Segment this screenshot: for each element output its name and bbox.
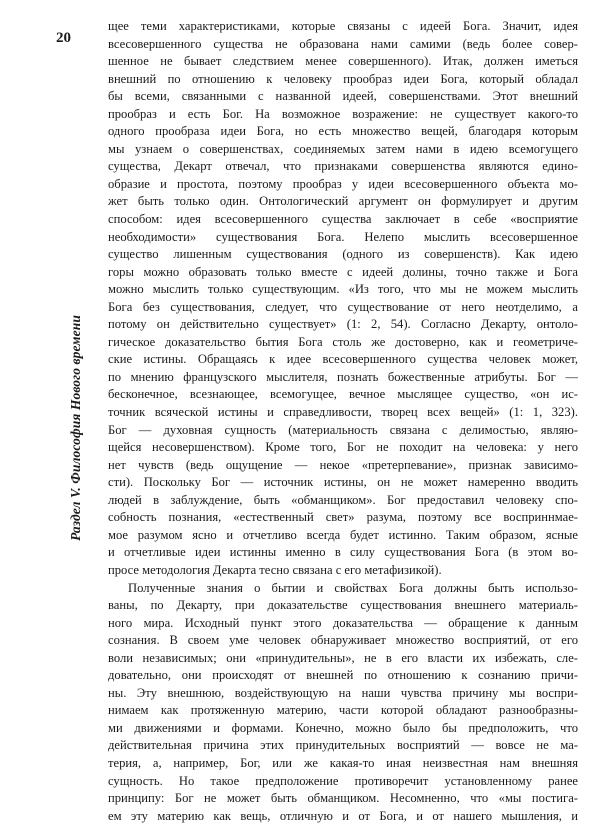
- text-line: сти). Поскольку Бог — источник истины, он не может намеренно вводить: [108, 474, 578, 492]
- text-line: людей в заблуждение, быть «обманщиком». Бог предоставил человеку спо-: [108, 492, 578, 510]
- text-line: воли независимых; они «принудительны», не в его власти их избежать, сле-: [108, 650, 578, 668]
- text-line: ские истины. Обращаясь к идее всесовершенного существа человек может,: [108, 351, 578, 369]
- text-line: по мнению французского мыслителя, познать божественные атрибуты. Бог —: [108, 369, 578, 387]
- text-line: сознания. В своем уме человек обнаруживает множество восприятий, от его: [108, 632, 578, 650]
- text-line: довательно, они происходят от внешней по отношению к сознанию причи-: [108, 667, 578, 685]
- text-line: необходимости» существования Бога. Нелепо мыслить всесовершенное: [108, 229, 578, 247]
- text-line: прообраз и есть Бог. На возможное возражение: не существует какого-то: [108, 106, 578, 124]
- text-line: просе методология Декарта тесно связана с его метафизикой).: [108, 562, 578, 580]
- text-line: Бога без существования, следует, что существование от него неотделимо, а: [108, 299, 578, 317]
- text-line: мы узнаем о совершенствах, соединяемых затем нами в идею всемогущего: [108, 141, 578, 159]
- text-line: и отчетливые идеи истинны именно в силу существования Бога (в этом во-: [108, 544, 578, 562]
- text-line: шенное не бывает следствием менее совершенного). Итак, должен иметься: [108, 53, 578, 71]
- text-line: Полученные знания о бытии и свойствах Бога должны быть использо-: [108, 580, 578, 598]
- text-line: существо лишенным существования (одного из совершенств). Как идею: [108, 246, 578, 264]
- running-head-text: Раздел V. Философия Нового времени: [68, 315, 84, 541]
- text-line: точник всяческой истины и справедливости, творец всех вещей» (1: 1, 323).: [108, 404, 578, 422]
- page-number: 20: [56, 30, 71, 47]
- text-line: щее теми характеристиками, которые связаны с идеей Бога. Значит, идея: [108, 18, 578, 36]
- text-line: мое разумом ясно и отчетливо всегда будет истинно. Таким образом, ясные: [108, 527, 578, 545]
- text-line: способом: идея всесовершенного существа заключает в себе «восприятие: [108, 211, 578, 229]
- text-line: действительная причина этих принудительных восприятий — вовсе не ма-: [108, 737, 578, 755]
- text-line: можно мыслить только существующим. «Из того, что мы не можем мыслить: [108, 281, 578, 299]
- text-line: нет чувств (ведь ощущение — некое «претерпевание», признак зависимо-: [108, 457, 578, 475]
- text-line: сущность. Но такое предположение противоречит установленному ранее: [108, 773, 578, 791]
- text-line: ми движениями и формами. Конечно, можно было бы предположить, что: [108, 720, 578, 738]
- text-line: бесконечное, всезнающее, всемогущее, вечное мыслящее существо, «он ис-: [108, 386, 578, 404]
- body-text: [108, 18, 578, 825]
- text-line: существа, Декарт отвечал, что признаками совершенства являются едино-: [108, 158, 578, 176]
- text-line: ны. Эту внешнюю, воздействующую на наши чувства причину мы воспри-: [108, 685, 578, 703]
- text-line: горы можно образовать только вместе с идеей долины, точно также и Бога: [108, 264, 578, 282]
- text-line: бы всеми, связанными с названной идеей, совершенствами. Этот внешний: [108, 88, 578, 106]
- paragraph: [108, 580, 578, 825]
- text-line: потому он действительно существует» (1: 2, 54). Согласно Декарту, онтоло-: [108, 316, 578, 334]
- text-line: терия, а, например, Бог, или же какая-то иная неизвестная нам внешняя: [108, 755, 578, 773]
- text-line: жет быть только один. Онтологический аргумент он формулирует и другим: [108, 193, 578, 211]
- text-line: собность познания, «естественный свет» разума, поэтому все восприннмае-: [108, 509, 578, 527]
- text-line: внешний по отношению к человеку прообраз идеи Бога, который обладал: [108, 71, 578, 89]
- text-line: ем эту материю как вещь, отличную и от Бога, и от нашего мышления, и: [108, 808, 578, 825]
- text-line: ного мира. Исходный пункт этого доказательства — обращение к данным: [108, 615, 578, 633]
- text-line: принципу: Бог не может быть обманщиком. Несомненно, что «мы постига-: [108, 790, 578, 808]
- text-line: образие и простота, поэтому прообраз у идеи всесовершенного объекта мо-: [108, 176, 578, 194]
- paragraph: [108, 18, 578, 580]
- text-line: гическое доказательство бытия Бога столь же достоверно, как и геометриче-: [108, 334, 578, 352]
- text-line: щейся несовершенством). Кроме того, Бог не походит на человека: у него: [108, 439, 578, 457]
- text-line: нимаем как протяженную материю, части которой обладают разнообразны-: [108, 702, 578, 720]
- text-line: ваны, по Декарту, при доказательстве существования внешнего материаль-: [108, 597, 578, 615]
- text-line: одного прообраза идеи Бога, но есть множество вещей, благодаря которым: [108, 123, 578, 141]
- text-line: Бог — духовная сущность (материальность связана с делимостью, являю-: [108, 422, 578, 440]
- text-line: всесовершенного существа не образована нами самими (ведь более совер-: [108, 36, 578, 54]
